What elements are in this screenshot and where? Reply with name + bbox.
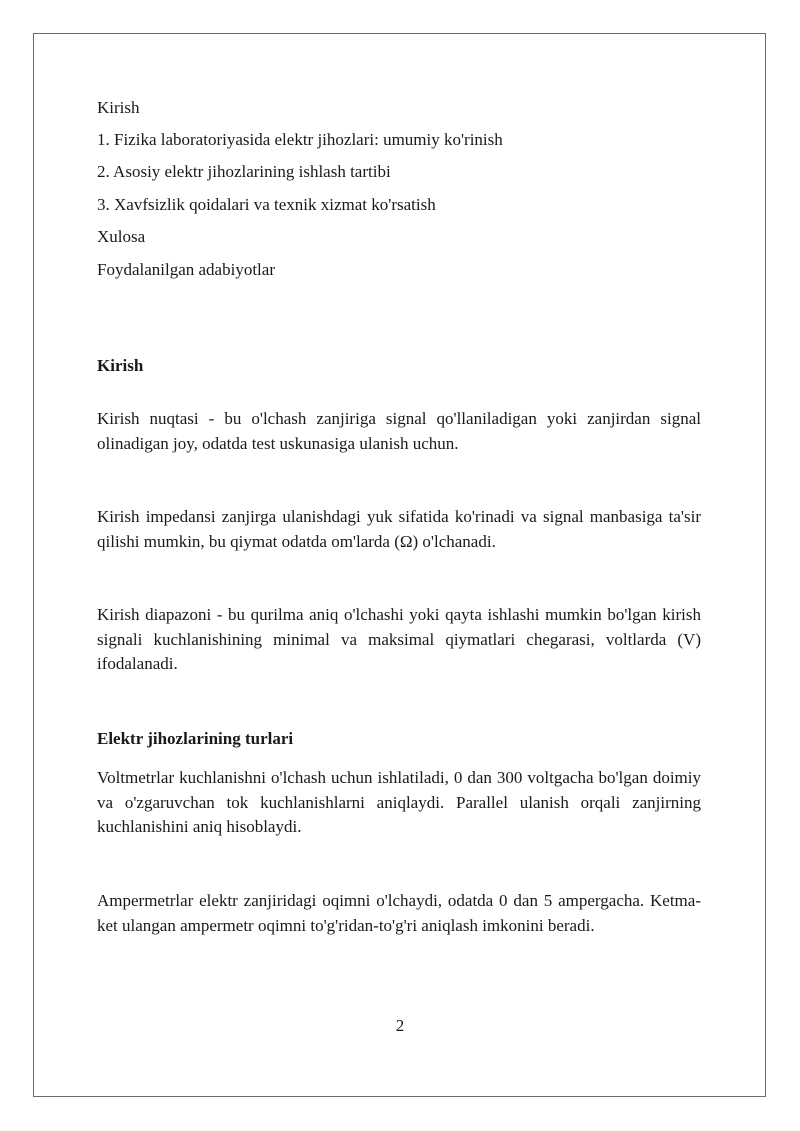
toc-item-1: 1. Fizika laboratoriyasida elektr jihozlari: umumiy ko'rinish bbox=[97, 130, 503, 149]
toc-item-references: Foydalanilgan adabiyotlar bbox=[97, 260, 275, 279]
paragraph: Ampermetrlar elektr zanjiridagi oqimni o'lchaydi, odatda 0 dan 5 ampergacha. Ketma-ket ulangan ampermetr oqimni to'g'ridan-to'g'ri aniqlash imkonini beradi. bbox=[97, 891, 701, 935]
paragraph: Voltmetrlar kuchlanishni o'lchash uchun ishlatiladi, 0 dan 300 voltgacha bo'lgan doimiy va o'zgaruvchan tok kuchlanishlarni aniqlaydi. Parallel ulanish orqali zanjirning kuchlanishini aniq hisoblaydi. bbox=[97, 768, 701, 836]
toc-item-intro: Kirish bbox=[97, 98, 140, 117]
toc-item-2: 2. Asosiy elektr jihozlarining ishlash tartibi bbox=[97, 162, 391, 181]
toc-item-conclusion: Xulosa bbox=[97, 227, 146, 246]
page-number: 2 bbox=[395, 1016, 405, 1035]
section-heading-equipment-types: Elektr jihozlarining turlari bbox=[97, 729, 294, 748]
toc-item-3: 3. Xavfsizlik qoidalari va texnik xizmat ko'rsatish bbox=[97, 195, 436, 214]
paragraph: Kirish impedansi zanjirga ulanishdagi yuk sifatida ko'rinadi va signal manbasiga ta'sir qilishi mumkin, bu qiymat odatda om'larda (Ω) o'lchanadi. bbox=[97, 507, 701, 551]
paragraph: Kirish diapazoni - bu qurilma aniq o'lchashi yoki qayta ishlashi mumkin bo'lgan kirish signali kuchlanishining minimal va maksimal qiymatlari chegarasi, voltlarda (V) ifodalanadi. bbox=[97, 605, 701, 673]
paragraph: Kirish nuqtasi - bu o'lchash zanjiriga signal qo'llaniladigan yoki zanjirdan signal olinadigan joy, odatda test uskunasiga ulanish uchun. bbox=[97, 409, 701, 453]
section-heading-intro: Kirish bbox=[97, 356, 144, 375]
